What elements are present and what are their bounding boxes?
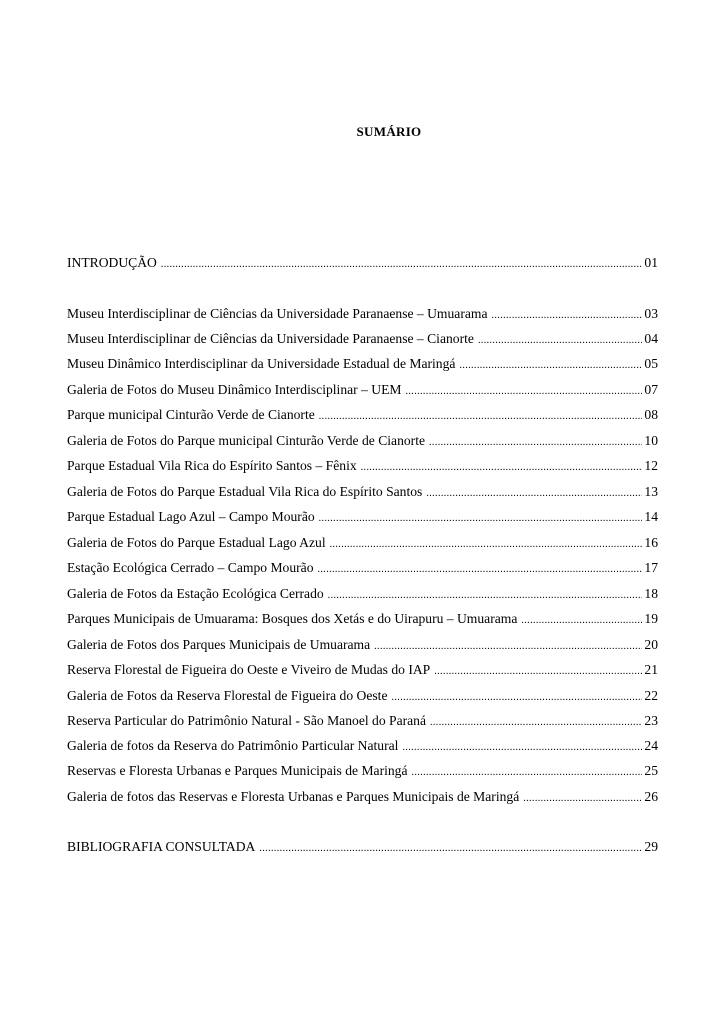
toc-entry	[67, 712, 658, 732]
toc-entry	[67, 762, 658, 782]
toc-leader-dots	[434, 663, 642, 681]
toc-entry	[67, 305, 658, 325]
toc-leader-dots	[429, 434, 642, 452]
toc-leader-dots	[523, 790, 642, 808]
toc-entry-text: Galeria de fotos da Reserva do Patrimônio Particular Natural	[67, 738, 399, 753]
toc-entry-page: 07	[644, 382, 658, 397]
toc-entry	[67, 585, 658, 605]
toc-entry-page: 20	[644, 637, 658, 652]
toc-entry	[67, 330, 658, 350]
toc-leader-dots	[259, 840, 642, 858]
toc-entry-text: Galeria de Fotos dos Parques Municipais de Umuarama	[67, 637, 371, 652]
toc-entry-text: Galeria de Fotos do Parque municipal Cinturão Verde de Cianorte	[67, 433, 426, 448]
toc-entry-page: 26	[644, 789, 658, 804]
toc-leader-dots	[426, 485, 642, 503]
toc-entry	[67, 381, 658, 401]
toc-entry-page: 04	[644, 331, 658, 346]
toc-leader-dots	[328, 587, 643, 605]
toc-entry-page: 19	[644, 611, 658, 626]
toc-entry-introducao	[67, 254, 658, 274]
toc-entry	[67, 687, 658, 707]
toc-entry	[67, 508, 658, 528]
toc-entry-page: 24	[644, 738, 658, 753]
toc-leader-dots	[459, 357, 642, 375]
toc-entry-text: Museu Interdisciplinar de Ciências da Universidade Paranaense – Cianorte	[67, 331, 474, 346]
toc-entry	[67, 457, 658, 477]
toc-leader-dots	[374, 638, 642, 656]
toc-entry-text: INTRODUÇÃO	[67, 255, 157, 270]
toc-entry-page: 13	[644, 484, 658, 499]
toc-entry-text: Galeria de fotos das Reservas e Floresta Urbanas e Parques Municipais de Maringá	[67, 789, 520, 804]
toc-entry-page: 01	[644, 255, 658, 270]
toc-entry	[67, 610, 658, 630]
toc-entry-text: Reserva Particular do Patrimônio Natural - São Manoel do Paraná	[67, 713, 426, 728]
toc-leader-dots	[412, 764, 643, 782]
toc-leader-dots	[330, 536, 643, 554]
toc-entry-text: Parque municipal Cinturão Verde de Cianorte	[67, 407, 315, 422]
toc-entry-text: Parque Estadual Vila Rica do Espírito Santos – Fênix	[67, 458, 357, 473]
toc-entry-page: 29	[644, 839, 658, 854]
page-title: SUMÁRIO	[356, 124, 422, 139]
toc-entry-text: Parque Estadual Lago Azul – Campo Mourão	[67, 509, 315, 524]
toc-entry-text: Galeria de Fotos da Estação Ecológica Cerrado	[67, 586, 324, 601]
toc-entry	[67, 483, 658, 503]
toc-entry-page: 12	[644, 458, 658, 473]
toc-entry-text: Reservas e Floresta Urbanas e Parques Municipais de Maringá	[67, 763, 408, 778]
toc-leader-dots	[402, 739, 642, 757]
toc-entry-text: Museu Interdisciplinar de Ciências da Universidade Paranaense – Umuarama	[67, 306, 488, 321]
toc-entry-page: 25	[644, 763, 658, 778]
toc-entry-text: BIBLIOGRAFIA CONSULTADA	[67, 839, 256, 854]
toc-entry-text: Parques Municipais de Umuarama: Bosques dos Xetás e do Uirapuru – Umuarama	[67, 611, 518, 626]
toc-entry	[67, 788, 658, 808]
toc-entry-page: 03	[644, 306, 658, 321]
toc-entry-text: Galeria de Fotos da Reserva Florestal de Figueira do Oeste	[67, 688, 388, 703]
toc-entry-page: 08	[644, 407, 658, 422]
toc-entry	[67, 355, 658, 375]
toc-entry-page: 17	[644, 560, 658, 575]
toc-entry	[67, 737, 658, 757]
toc-entry	[67, 559, 658, 579]
toc-entry	[67, 661, 658, 681]
toc-leader-dots	[492, 307, 643, 325]
toc-leader-dots	[319, 408, 643, 426]
toc-entry	[67, 636, 658, 656]
toc-entry-page: 22	[644, 688, 658, 703]
toc-leader-dots	[319, 510, 643, 528]
toc-entry-text: Estação Ecológica Cerrado – Campo Mourão	[67, 560, 314, 575]
toc-leader-dots	[430, 714, 642, 732]
toc-entry-text: Galeria de Fotos do Parque Estadual Vila Rica do Espírito Santos	[67, 484, 423, 499]
toc-entry-page: 16	[644, 535, 658, 550]
toc-leader-dots	[521, 612, 642, 630]
toc-entry-page: 21	[644, 662, 658, 677]
toc-leader-dots	[478, 332, 642, 350]
toc-leader-dots	[161, 256, 643, 274]
toc-entry	[67, 406, 658, 426]
toc-entry	[67, 534, 658, 554]
toc-entry-page: 23	[644, 713, 658, 728]
toc-leader-dots	[406, 383, 643, 401]
toc-entry-text: Galeria de Fotos do Parque Estadual Lago Azul	[67, 535, 326, 550]
toc-entry-text: Galeria de Fotos do Museu Dinâmico Interdisciplinar – UEM	[67, 382, 402, 397]
toc-leader-dots	[361, 459, 643, 477]
toc-entry-text: Museu Dinâmico Interdisciplinar da Universidade Estadual de Maringá	[67, 356, 456, 371]
toc-entry-bibliografia	[67, 838, 658, 858]
toc-entry-page: 18	[644, 586, 658, 601]
toc-entry-page: 10	[644, 433, 658, 448]
toc-leader-dots	[318, 561, 643, 579]
toc-entry-text: Reserva Florestal de Figueira do Oeste e Viveiro de Mudas do IAP	[67, 662, 431, 677]
toc-entry-page: 14	[644, 509, 658, 524]
toc-leader-dots	[392, 689, 643, 707]
toc-entry	[67, 432, 658, 452]
toc-entry-page: 05	[644, 356, 658, 371]
